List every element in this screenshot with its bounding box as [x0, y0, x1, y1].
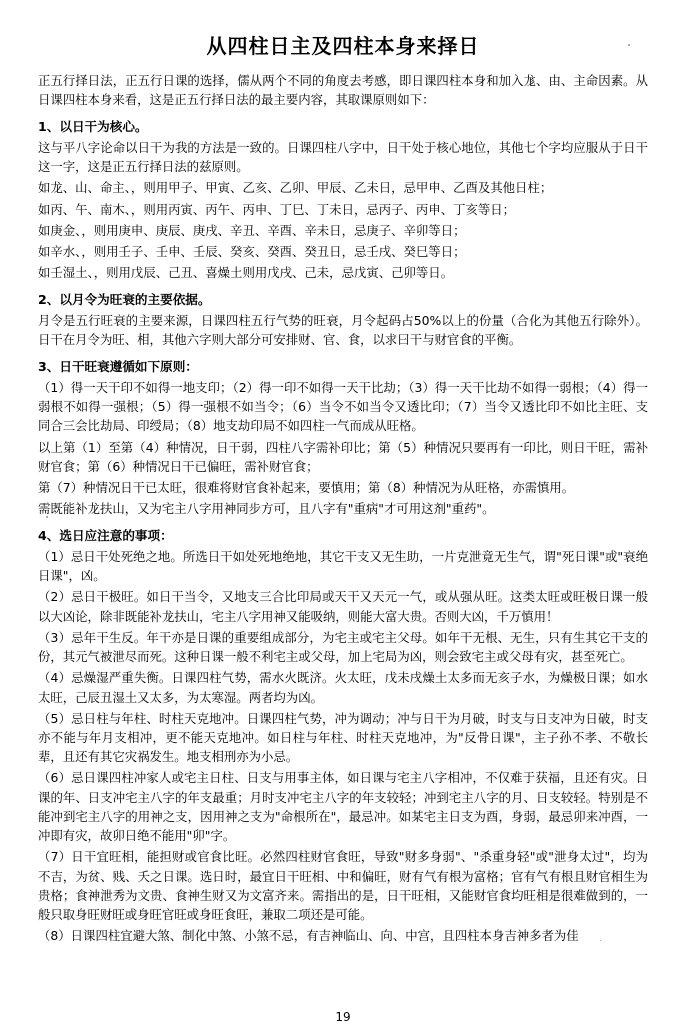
- section-2-heading: 2、以月令为旺衰的主要依据。: [38, 292, 211, 308]
- section-4-paragraph-6: （6）忌日课四柱冲家人或宅主日柱、日支与用事主体，如日课与宅主八字相冲，不仅难于获福，且还有灾。日课的年、日支冲宅主八字的年支最重；月时支冲宅主八字的年支较轻；冲到宅主八字的月、日支较轻。特别是不能冲到宅主八字的用神之支，因用神之支为"命根所在"，最忌冲。如某宅主日支为酉，身弱，最忌卯来冲酉，一冲即有灾，故卯日绝不能用"卯"字。: [38, 770, 648, 844]
- section-3-paragraph-4: 需既能补龙扶山，又为宅主八字用神同步方可，且八字有"重病"才可用这剂"重药"。: [38, 501, 495, 517]
- section-2-paragraph-1: 月令是五行旺衰的主要来源，日课四柱五行气势的旺衰，月令起码占50%以上的份量（合化为其他五行除外）。日干在月令为旺、相，其他六字则大部分可安排财、官、食，以求曰干与财官食的平衡。: [38, 313, 648, 348]
- section-1-paragraph-6: 如壬湿土、，则用戊辰、己丑、喜燥土则用戊戌、己未，忌戊寅、己卯等日。: [38, 265, 454, 281]
- section-1-paragraph-2: 如龙、山、命主、，则用甲子、甲寅、乙亥、乙卯、甲辰、乙未日，忌甲申、乙酉及其他日柱；: [38, 180, 553, 196]
- section-4-paragraph-1: （1）忌日干处死绝之地。所选日干如处死地绝地，其它干支又无生助，一片克泄竟无生气，谓"死日课"或"衰绝日课"，凶。: [38, 549, 648, 584]
- section-4-paragraph-7: （7）日干宜旺相，能担财或官食比旺。必然四柱财官食旺，导致"财多身弱"、"杀重身轻"或"泄身太过"，均为不吉，为贫、贱、夭之日课。选日时，最宜日干旺相、中和偏旺，财有气有根为富格；官有气有根且财官相生为贵格；食神泄秀为文贵、食神生财又为文富齐来。需指出的是，日干旺相，又能财官食均旺相是很难做到的，一般只取身旺财旺或身旺官旺或身旺食旺，兼取二项还是可能。: [38, 849, 648, 922]
- section-2: [38, 290, 648, 349]
- section-3-paragraph-2: 以上第（1）至第（4）种情况，日干弱，四柱八字需补印比；第（5）种情况只要再有一印比，则日干旺，需补财官食；第（6）种情况日干已偏旺，需补财官食；: [38, 439, 648, 474]
- section-4-paragraph-8: （8）日课四柱宜避大煞、制化中煞、小煞不忌，有吉神临山、向、中宫，且四柱本身吉神多者为佳: [38, 928, 579, 944]
- section-4: [38, 526, 648, 945]
- section-4-paragraph-5: （5）忌日柱与年柱、时柱天克地冲。日课四柱气势，冲为调动；冲与日干为月破，时支与日支冲为日破，时支亦不能与年月支相冲，更不能天克地冲。如日柱与年柱、时柱天克地冲，为"反骨日课"，主子孙不孝、不敬长辈，且还有其它灾祸发生。地支相刑亦为小忌。: [38, 710, 648, 765]
- section-3-heading: 3、日干旺衰遵循如下原则：: [38, 359, 198, 375]
- section-1-paragraph-1: 这与平八字论命以日干为我的方法是一致的。日课四柱八字中，日干处于核心地位，其他七个字均应服从于日干这一字，这是正五行择日法的兹原则。: [38, 139, 648, 175]
- section-3-paragraph-1: （1）得一天干印不如得一地支印；（2）得一印不如得一天干比劫；（3）得一天干比劫不如得一弱根；（4）得一弱根不如得一强根；（5）得一强根不如当令；（6）当令不如当令又透比印；（7）当令又透比印不如比主旺、支同合三会比劫局、印绶局；（8）地支劫印局不如四柱一气而成从旺格。: [38, 379, 648, 434]
- section-1-paragraph-3: 如丙、午、南木、，则用丙寅、丙午、丙申、丁巳、丁未日，忌丙子、丙申、丁亥等日；: [38, 201, 516, 217]
- scan-speck: [628, 44, 630, 46]
- section-1-paragraph-4: 如庚金、，则用庚申、庚辰、庚戌、辛丑、辛酉、辛未日，忌庚子、辛卯等日；: [38, 222, 466, 238]
- section-3-paragraph-3: 第（7）种情况日干已太旺，很难将财官食补起来，要慎用；第（8）种情况为从旺格，亦需慎用。: [38, 480, 575, 496]
- scan-speck: [46, 516, 48, 518]
- section-1: [38, 117, 648, 282]
- page-title: 从四柱日主及四柱本身来择日: [206, 34, 480, 58]
- section-4-paragraph-2: （2）忌日干极旺。如日干当令，又地支三合比印局或天干又天元一气，或从强从旺。这类太旺或旺极日课一般以大凶论，除非既能补龙扶山，宅主八字用神又能吸纳，则能大富大贵。否则大凶，千万慎用！: [38, 589, 648, 624]
- section-4-paragraph-4: （4）忌燥湿严重失衡。日课四柱气势，需水火既济。火太旺，戊未戌燥土太多而无亥子水，为燥极日课；如水太旺，己辰丑湿土又太多，为太寒湿。两者均为凶。: [38, 670, 648, 705]
- page-number: 19: [335, 1010, 351, 1024]
- section-1-heading: 1、以日干为核心。: [38, 119, 148, 135]
- section-4-paragraph-3: （3）忌年干生反。年干亦是日课的重要组成部分，为宅主或宅主父母。如年干无根、无生，只有生其它干支的份，其元气被泄尽而死。这种日课一般不利宅主或父母，加上宅局为凶，则会致宅主或父母有灾，甚至死亡。: [38, 629, 648, 665]
- section-1-paragraph-5: 如辛水、，则用壬子、壬申、壬辰、癸亥、癸酉、癸丑日，忌壬戌、癸巳等日；: [38, 244, 466, 260]
- section-4-heading: 4、选日应注意的事项：: [38, 528, 173, 544]
- section-3: [38, 357, 648, 518]
- scan-speck: [600, 940, 601, 941]
- intro-paragraph: 正五行择日法，正五行日课的选择，儒从两个不同的角度去考感，即日课四柱本身和加入尨、由、主命因素。从日课四柱本身来看，这是正五行择日法的最主要内容，其取课原则如下：: [38, 73, 648, 108]
